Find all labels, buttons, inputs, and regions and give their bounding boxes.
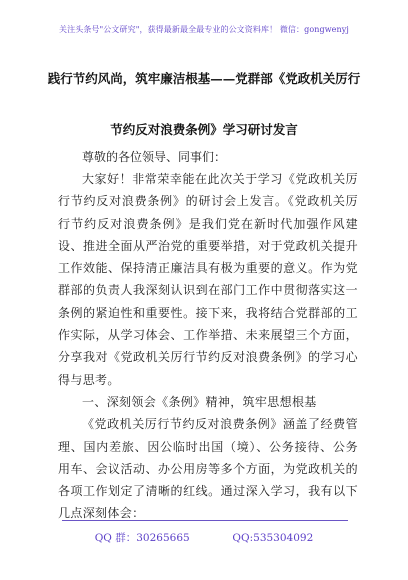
salutation: 尊敬的各位领导、同事们： [82,150,227,164]
footer-qq-group: QQ 群：30265665 [94,532,190,544]
body-paragraph-2: 《党政机关厉行节约反对浪费条例》涵盖了经费管理、国内差旅、因公临时出国（境）、公务接待、公务用车、会议活动、办公用房等多个方面，为党政机关的各项工作划定了清晰的红线。通过深入学习，我有以下几点深刻体会： [58,417,358,521]
footer-contact [0,530,408,545]
body-paragraph-1: 大家好！非常荣幸能在此次关于学习《党政机关厉行节约反对浪费条例》的研讨会上发言。《党政机关厉行节约反对浪费条例》是我们党在新时代加强作风建设、推进全面从严治党的重要举措，对于党政机关提升工作效能、保持清正廉洁具有极为重要的意义。作为党群部的负责人我深刻认识到在部门工作中贯彻落实这一条例的紧迫性和重要性。接下来，我将结合党群部的工作实际，从学习体会、工作举措、未来展望三个方面，分享我对《党政机关厉行节约反对浪费条例》的学习心得与思考。 [58,172,358,387]
header-promo-note: 关注头条号"公文研究"，获得最新最全最专业的公文资料库！ 微信：gongwenyj [59,25,349,34]
section-heading-1: 一、深刻领会《条例》精神，筑牢思想根基 [82,394,317,409]
document-title-line-1: 践行节约风尚，筑牢廉洁根基——党群部《党政机关厉行 [47,71,361,86]
footer-qq: QQ:535304092 [232,532,314,544]
footer-divider [62,520,348,521]
document-body [58,168,358,525]
document-title-line-2: 节约反对浪费条例》学习研讨发言 [110,122,298,137]
